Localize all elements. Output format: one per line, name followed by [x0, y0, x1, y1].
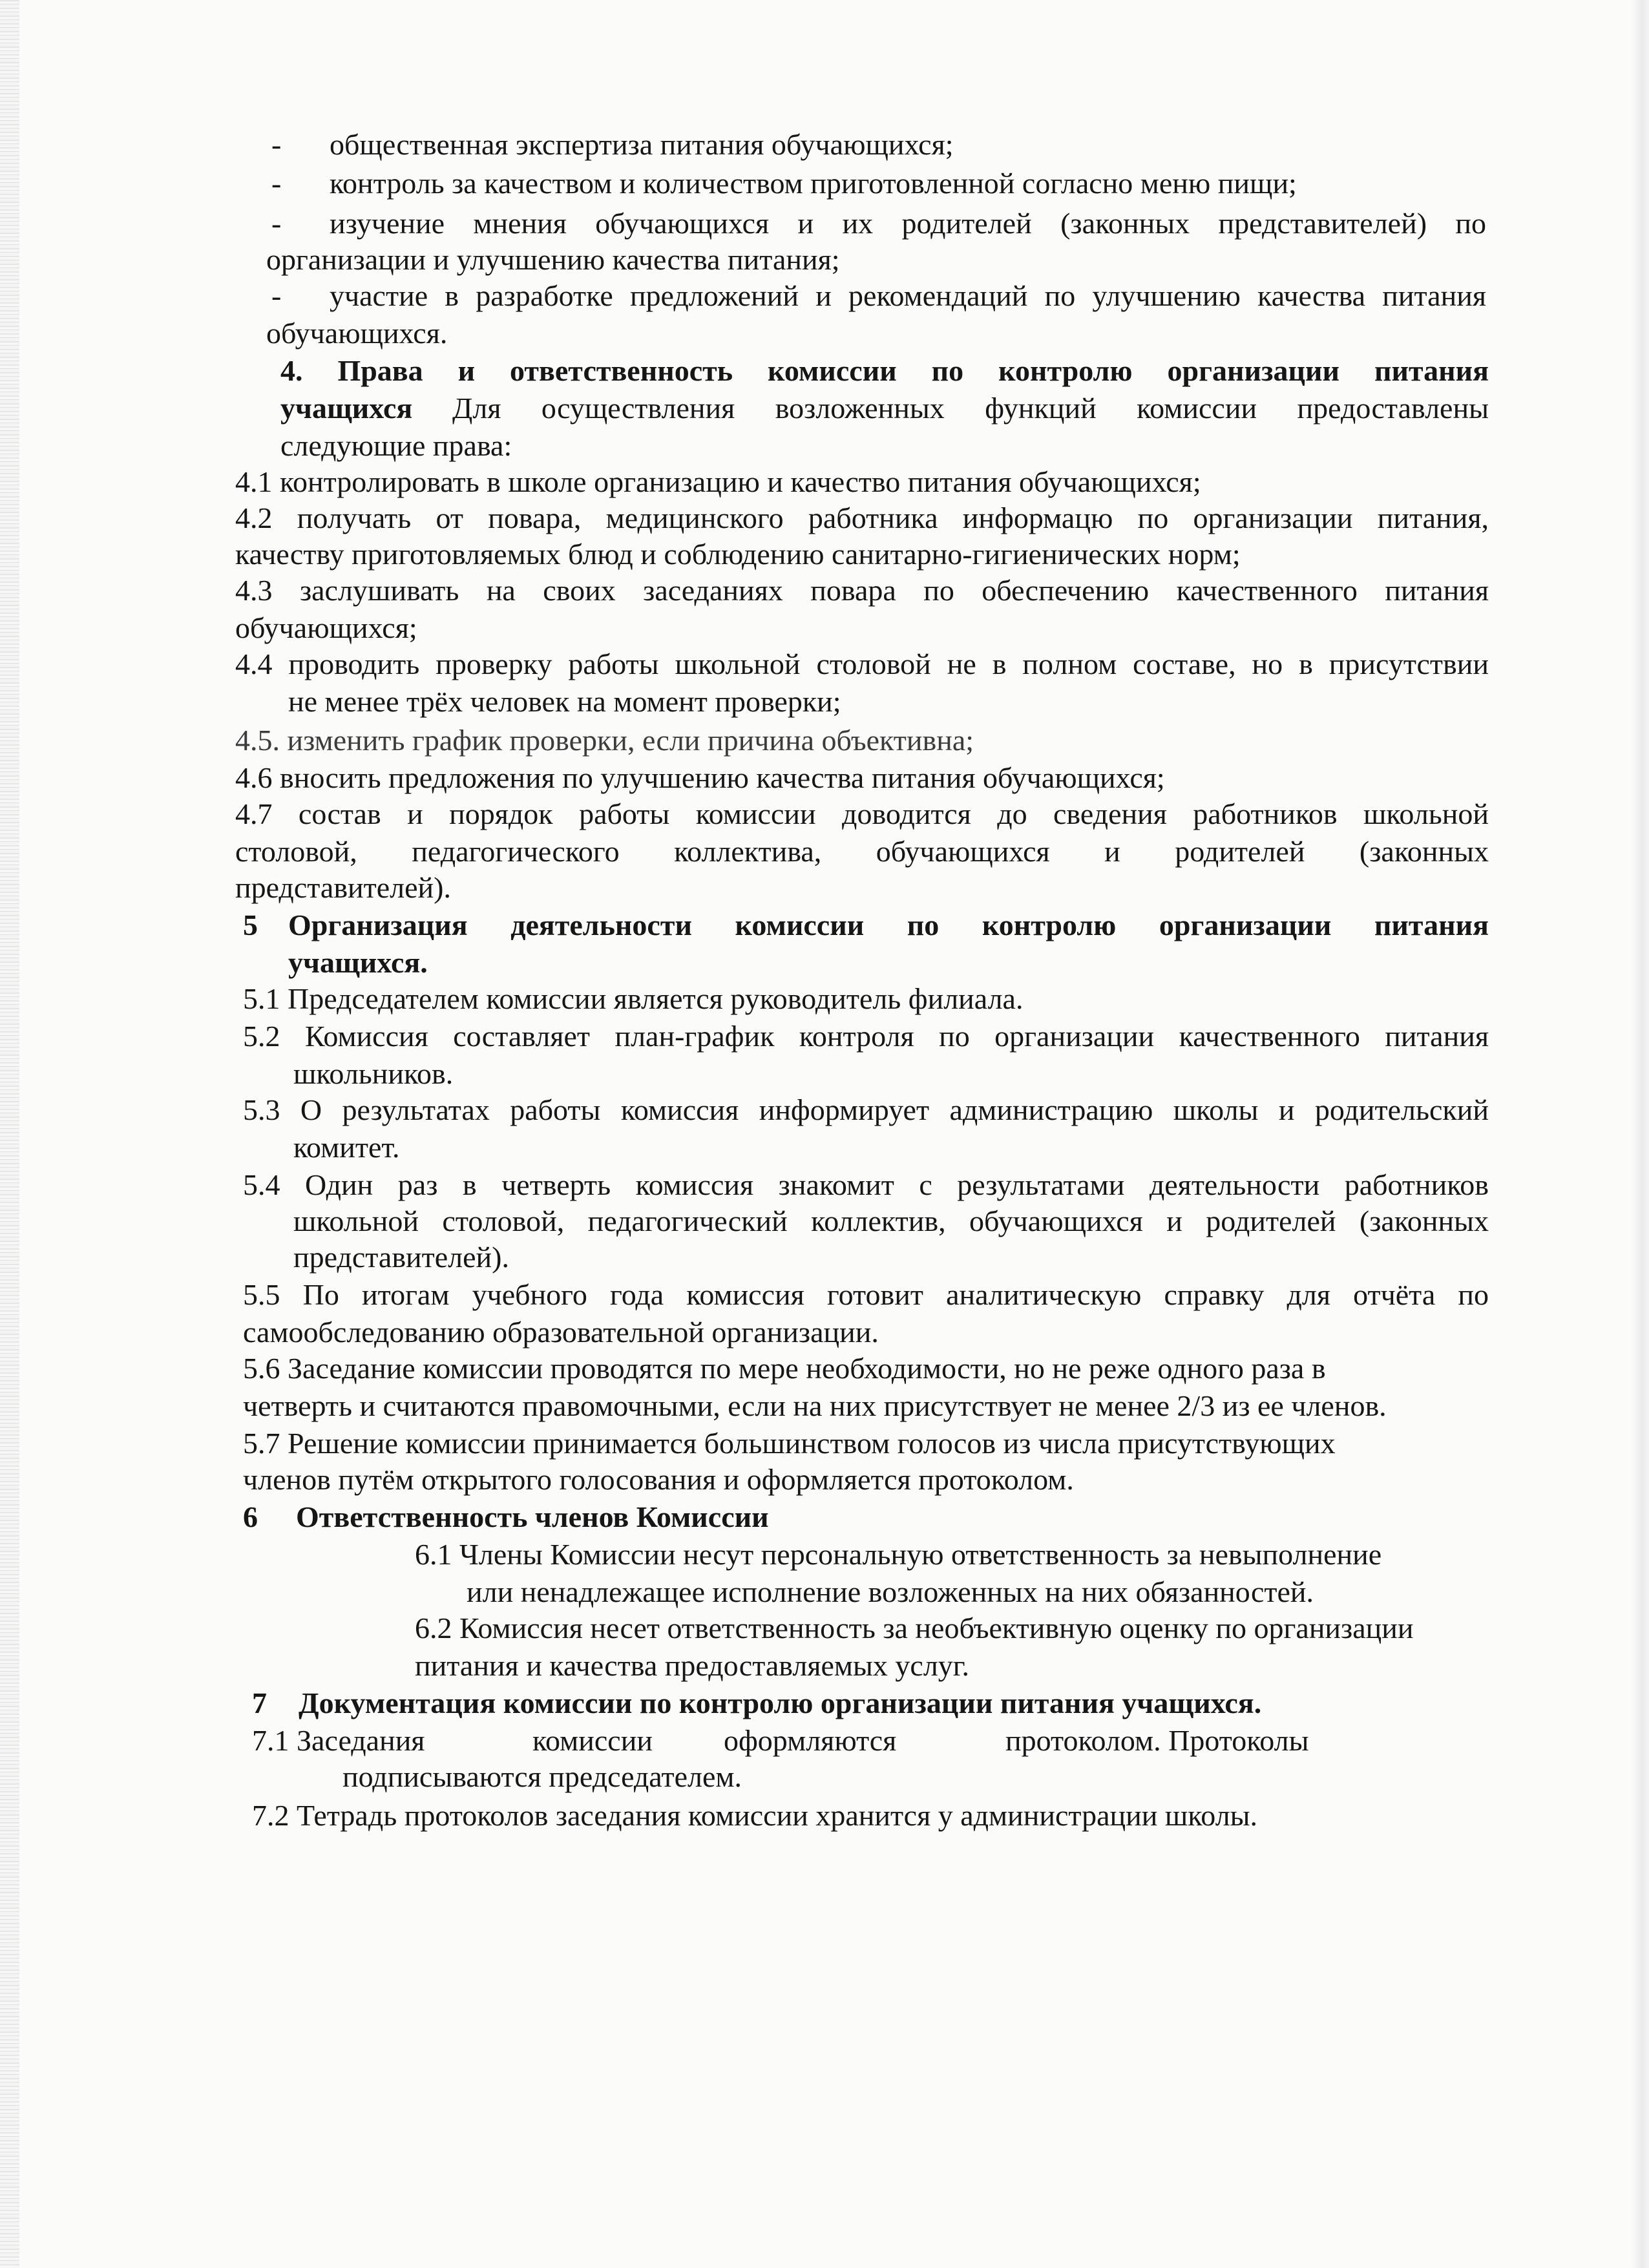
- list-item-5-3-cont: комитет.: [293, 1131, 400, 1164]
- list-item-6-1: 6.1 Члены Комиссии несут персональную ответственность за невыполнение: [415, 1538, 1382, 1571]
- list-item-4-7-cont: представителей).: [235, 871, 451, 904]
- bullet-dash: -: [271, 279, 282, 312]
- list-item-6-2-cont: питания и качества предоставляемых услуг.: [415, 1649, 969, 1682]
- list-item-5-1: 5.1 Председателем комиссии является руководитель филиала.: [243, 982, 1024, 1015]
- section-number-6: 6: [243, 1500, 258, 1533]
- list-item-5-4-cont: представителей).: [293, 1241, 509, 1274]
- scan-edge-left: [0, 0, 19, 2268]
- list-item-4-4-cont: не менее трёх человек на момент проверки;: [288, 685, 841, 718]
- list-item-4-1: 4.1 контролировать в школе организацию и качество питания обучающихся;: [235, 465, 1201, 498]
- list-item-5-2: 5.2 Комиссия составляет план-график контроля по организации качественного питания: [243, 1020, 1489, 1053]
- list-item-6-2: 6.2 Комиссия несет ответственность за необъективную оценку по организации: [415, 1612, 1414, 1644]
- list-item-5-6: 5.6 Заседание комиссии проводятся по мере необходимости, но не реже одного раза в: [243, 1352, 1326, 1385]
- section-heading-4: 4. Права и ответственность комиссии по контролю организации питания: [280, 354, 1489, 387]
- list-item-5-4: 5.4 Один раз в четверть комиссия знакомит с результатами деятельности работников: [243, 1168, 1489, 1201]
- list-item-6-1-cont: или ненадлежащее исполнение возложенных на них обязанностей.: [467, 1575, 1314, 1608]
- list-item-5-6-cont: четверть и считаются правомочными, если на них присутствует не менее 2/3 из ее членов.: [243, 1389, 1387, 1422]
- section-number-5: 5: [243, 908, 258, 941]
- section-heading-5-cont: учащихся.: [288, 946, 428, 979]
- list-item-5-5: 5.5 По итогам учебного года комиссия готовит аналитическую справку для отчёта по: [243, 1278, 1489, 1311]
- bullet-item: изучение мнения обучающихся и их родителей (законных представителей) по: [330, 207, 1486, 240]
- paragraph-line: Для осуществления возложенных функций комиссии предоставлены: [452, 392, 1489, 425]
- list-item-5-7: 5.7 Решение комиссии принимается большинством голосов из числа присутствующих: [243, 1427, 1336, 1460]
- bullet-item-cont: организации и улучшению качества питания;: [266, 243, 840, 276]
- list-item-7-1-word: протоколом. Протоколы: [1005, 1724, 1309, 1757]
- list-item-4-3-cont: обучающихся;: [235, 611, 417, 644]
- bullet-item: общественная экспертиза питания обучающихся;: [330, 128, 954, 161]
- list-item-4-2-cont: качеству приготовляемых блюд и соблюдению санитарно-гигиенических норм;: [235, 538, 1241, 571]
- list-item-5-2-cont: школьников.: [293, 1057, 454, 1090]
- list-item-5-4-cont: школьной столовой, педагогический коллектив, обучающихся и родителей (законных: [293, 1204, 1489, 1237]
- list-item-4-4: 4.4 проводить проверку работы школьной столовой не в полном составе, но в присутствии: [235, 647, 1489, 680]
- list-item-4-3: 4.3 заслушивать на своих заседаниях повара по обеспечению качественного питания: [235, 574, 1489, 607]
- section-heading-7: Документация комиссии по контролю организации питания учащихся.: [299, 1686, 1262, 1719]
- list-item-7-1-cont: подписываются председателем.: [342, 1760, 742, 1793]
- list-item-4-5: 4.5. изменить график проверки, если причина объективна;: [235, 724, 974, 757]
- list-item-7-2: 7.2 Тетрадь протоколов заседания комиссии хранится у администрации школы.: [252, 1799, 1258, 1832]
- list-item-4-6: 4.6 вносить предложения по улучшению качества питания обучающихся;: [235, 761, 1165, 794]
- list-item-5-3: 5.3 О результатах работы комиссия информирует администрацию школы и родительский: [243, 1093, 1489, 1126]
- list-item-7-1-word: оформляются: [724, 1724, 897, 1757]
- section-number-7: 7: [252, 1686, 267, 1719]
- bullet-item: контроль за качеством и количеством приготовленной согласно меню пищи;: [330, 167, 1297, 200]
- list-item-5-5-cont: самообследованию образовательной организации.: [243, 1316, 879, 1349]
- list-item-4-7-cont: столовой, педагогического коллектива, обучающихся и родителей (законных: [235, 835, 1489, 868]
- bullet-dash: -: [271, 167, 282, 200]
- list-item-4-7: 4.7 состав и порядок работы комиссии доводится до сведения работников школьной: [235, 797, 1489, 830]
- bullet-dash: -: [271, 207, 282, 240]
- bullet-dash: -: [271, 128, 282, 161]
- scan-edge-right: [1632, 0, 1649, 2268]
- list-item-7-1-word: комиссии: [532, 1724, 653, 1757]
- section-heading-6: Ответственность членов Комиссии: [296, 1500, 769, 1533]
- bullet-item: участие в разработке предложений и рекомендаций по улучшению качества питания: [330, 279, 1486, 312]
- section-heading-4-cont: учащихся: [280, 392, 413, 425]
- list-item-5-7-cont: членов путём открытого голосования и оформляется протоколом.: [243, 1463, 1074, 1496]
- list-item-7-1: 7.1 Заседания: [252, 1724, 425, 1757]
- paragraph-line: следующие права:: [280, 429, 512, 462]
- section-heading-5: Организация деятельности комиссии по контролю организации питания: [288, 908, 1489, 941]
- list-item-4-2: 4.2 получать от повара, медицинского работника информацю по организации питания,: [235, 501, 1489, 534]
- bullet-item-cont: обучающихся.: [266, 317, 448, 350]
